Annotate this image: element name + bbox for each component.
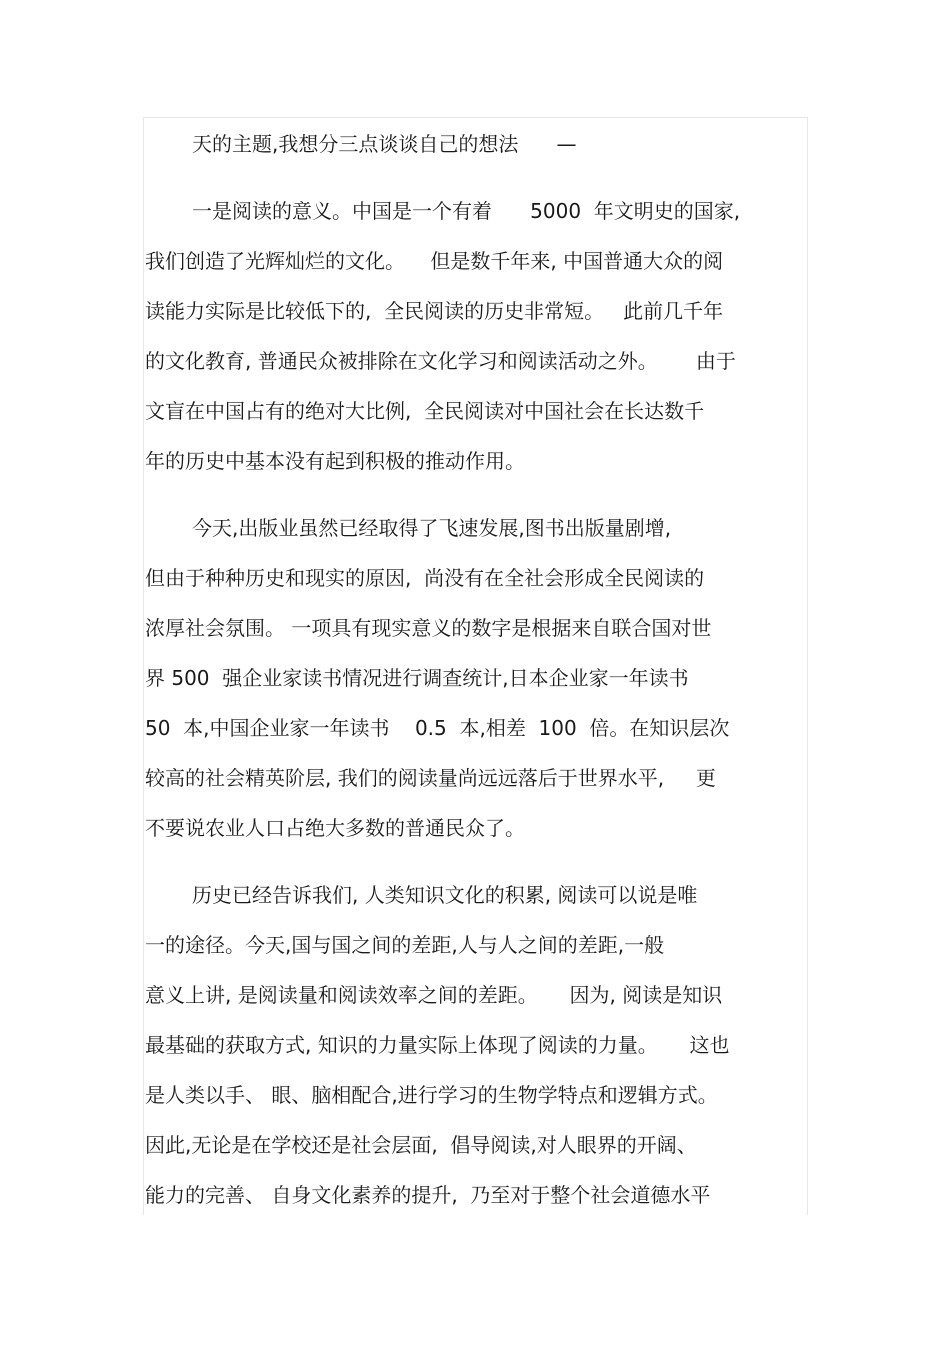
text-line: 浓厚社会氛围。 一项具有现实意义的数字是根据来自联合国对世 bbox=[145, 616, 712, 640]
text-line: 但由于种种历史和现实的原因, 尚没有在全社会形成全民阅读的 bbox=[145, 566, 705, 590]
text-line: 意义上讲, 是阅读量和阅读效率之间的差距。 因为, 阅读是知识 bbox=[145, 983, 723, 1007]
text-line: 能力的完善、 自身文化素养的提升, 乃至对于整个社会道德水平 bbox=[145, 1183, 711, 1207]
text-line: 因此,无论是在学校还是社会层面, 倡导阅读,对人眼界的开阔、 bbox=[145, 1133, 697, 1157]
text-line: 历史已经告诉我们, 人类知识文化的积累, 阅读可以说是唯 bbox=[192, 883, 698, 907]
text-line: 一是阅读的意义。中国是一个有着 5000 年文明史的国家, bbox=[192, 199, 741, 223]
text-line: 界 500 强企业家读书情况进行调查统计,日本企业家一年读书 bbox=[145, 666, 689, 690]
text-line: 50 本,中国企业家一年读书 0.5 本,相差 100 倍。在知识层次 bbox=[145, 716, 730, 740]
text-line: 年的历史中基本没有起到积极的推动作用。 bbox=[145, 449, 525, 473]
heading-line: 天的主题,我想分三点谈谈自己的想法 — bbox=[192, 132, 577, 156]
text-line: 今天,出版业虽然已经取得了飞速发展,图书出版量剧增, bbox=[192, 516, 672, 540]
text-line: 文盲在中国占有的绝对大比例, 全民阅读对中国社会在长达数千 bbox=[145, 399, 705, 423]
text-line: 较高的社会精英阶层, 我们的阅读量尚远远落后于世界水平, 更 bbox=[145, 766, 716, 790]
text-line: 的文化教育, 普通民众被排除在文化学习和阅读活动之外。 由于 bbox=[145, 349, 736, 373]
text-line: 是人类以手、 眼、脑相配合,进行学习的生物学特点和逻辑方式。 bbox=[145, 1083, 718, 1107]
text-line: 读能力实际是比较低下的, 全民阅读的历史非常短。 此前几千年 bbox=[145, 299, 724, 323]
text-line: 不要说农业人口占绝大多数的普通民众了。 bbox=[145, 816, 525, 840]
text-line: 最基础的获取方式, 知识的力量实际上体现了阅读的力量。 这也 bbox=[145, 1033, 730, 1057]
text-line: 我们创造了光辉灿烂的文化。 但是数千年来, 中国普通大众的阅 bbox=[145, 249, 724, 273]
text-line: 一的途径。今天,国与国之间的差距,人与人之间的差距,一般 bbox=[145, 933, 665, 957]
